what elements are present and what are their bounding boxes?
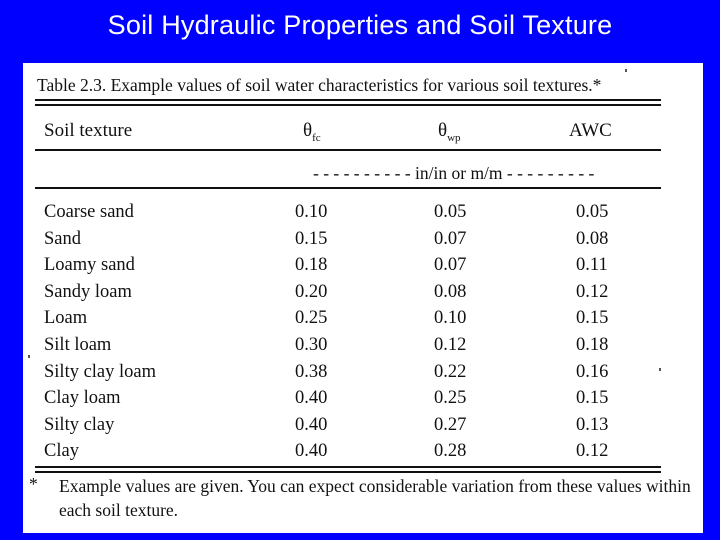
table-row — [23, 255, 703, 282]
cell-awc: 0.15 — [576, 308, 609, 328]
table-page — [23, 63, 703, 533]
cell-texture: Sandy loam — [44, 282, 132, 302]
header-theta-wp — [438, 120, 461, 144]
theta-wp-subscript: wp — [447, 131, 461, 144]
cell-theta-fc: 0.40 — [295, 441, 328, 461]
cell-theta-fc: 0.10 — [295, 202, 328, 222]
header-rule — [35, 149, 661, 151]
cell-theta-fc: 0.40 — [295, 415, 328, 435]
caption-rule-bottom — [35, 104, 661, 106]
cell-theta-fc: 0.20 — [295, 282, 328, 302]
table-row — [23, 335, 703, 362]
cell-texture: Coarse sand — [44, 202, 134, 222]
cell-texture: Clay loam — [44, 388, 121, 408]
cell-texture: Sand — [44, 229, 81, 249]
scan-speck — [659, 368, 661, 371]
cell-texture: Silt loam — [44, 335, 112, 355]
cell-theta-wp: 0.07 — [434, 255, 467, 275]
scan-speck — [625, 69, 627, 72]
cell-texture: Loam — [44, 308, 88, 328]
cell-theta-wp: 0.08 — [434, 282, 467, 302]
cell-theta-wp: 0.25 — [434, 388, 467, 408]
theta-fc-subscript: fc — [312, 131, 321, 144]
cell-theta-fc: 0.40 — [295, 388, 328, 408]
cell-theta-wp: 0.10 — [434, 308, 467, 328]
theta-wp-symbol: θ — [438, 120, 448, 141]
cell-theta-wp: 0.07 — [434, 229, 467, 249]
table-row — [23, 388, 703, 415]
cell-awc: 0.11 — [576, 255, 608, 275]
cell-awc: 0.16 — [576, 362, 609, 382]
header-soil-texture: Soil texture — [44, 120, 133, 141]
caption-rule-top — [35, 99, 661, 101]
scan-speck — [28, 355, 30, 358]
cell-texture: Clay — [44, 441, 79, 461]
header-theta-fc — [303, 120, 321, 144]
table-row — [23, 229, 703, 256]
table-row — [23, 282, 703, 309]
bottom-rule-top — [35, 466, 661, 468]
slide-title: Soil Hydraulic Properties and Soil Texture — [107, 10, 613, 40]
units-rule — [35, 187, 661, 189]
cell-theta-fc: 0.18 — [295, 255, 328, 275]
cell-awc: 0.15 — [576, 388, 609, 408]
cell-awc: 0.05 — [576, 202, 609, 222]
table-row — [23, 202, 703, 229]
table-row — [23, 308, 703, 335]
footnote-marker: * — [29, 474, 38, 494]
cell-texture: Silty clay loam — [44, 362, 157, 382]
cell-awc: 0.08 — [576, 229, 609, 249]
footnote-text: Example values are given. You can expect considerable variation from these values within each soil texture. — [59, 476, 691, 520]
cell-theta-wp: 0.22 — [434, 362, 467, 382]
table-row — [23, 441, 703, 468]
cell-theta-wp: 0.27 — [434, 415, 467, 435]
cell-awc: 0.12 — [576, 441, 609, 461]
cell-theta-fc: 0.25 — [295, 308, 328, 328]
bottom-rule-bottom — [35, 471, 661, 473]
units-label: - - - - - - - - - - in/in or m/m - - - - - - - - - — [313, 163, 595, 183]
cell-awc: 0.12 — [576, 282, 609, 302]
table-row — [23, 415, 703, 442]
cell-theta-wp: 0.05 — [434, 202, 467, 222]
cell-texture: Silty clay — [44, 415, 115, 435]
cell-theta-wp: 0.28 — [434, 441, 467, 461]
cell-theta-fc: 0.38 — [295, 362, 328, 382]
cell-theta-wp: 0.12 — [434, 335, 467, 355]
table-row — [23, 362, 703, 389]
cell-theta-fc: 0.15 — [295, 229, 328, 249]
cell-theta-fc: 0.30 — [295, 335, 328, 355]
table-caption: Table 2.3. Example values of soil water characteristics for various soil textures.* — [37, 75, 602, 95]
cell-texture: Loamy sand — [44, 255, 135, 275]
cell-awc: 0.13 — [576, 415, 609, 435]
cell-awc: 0.18 — [576, 335, 609, 355]
theta-fc-symbol: θ — [303, 120, 313, 141]
header-awc: AWC — [569, 120, 612, 141]
